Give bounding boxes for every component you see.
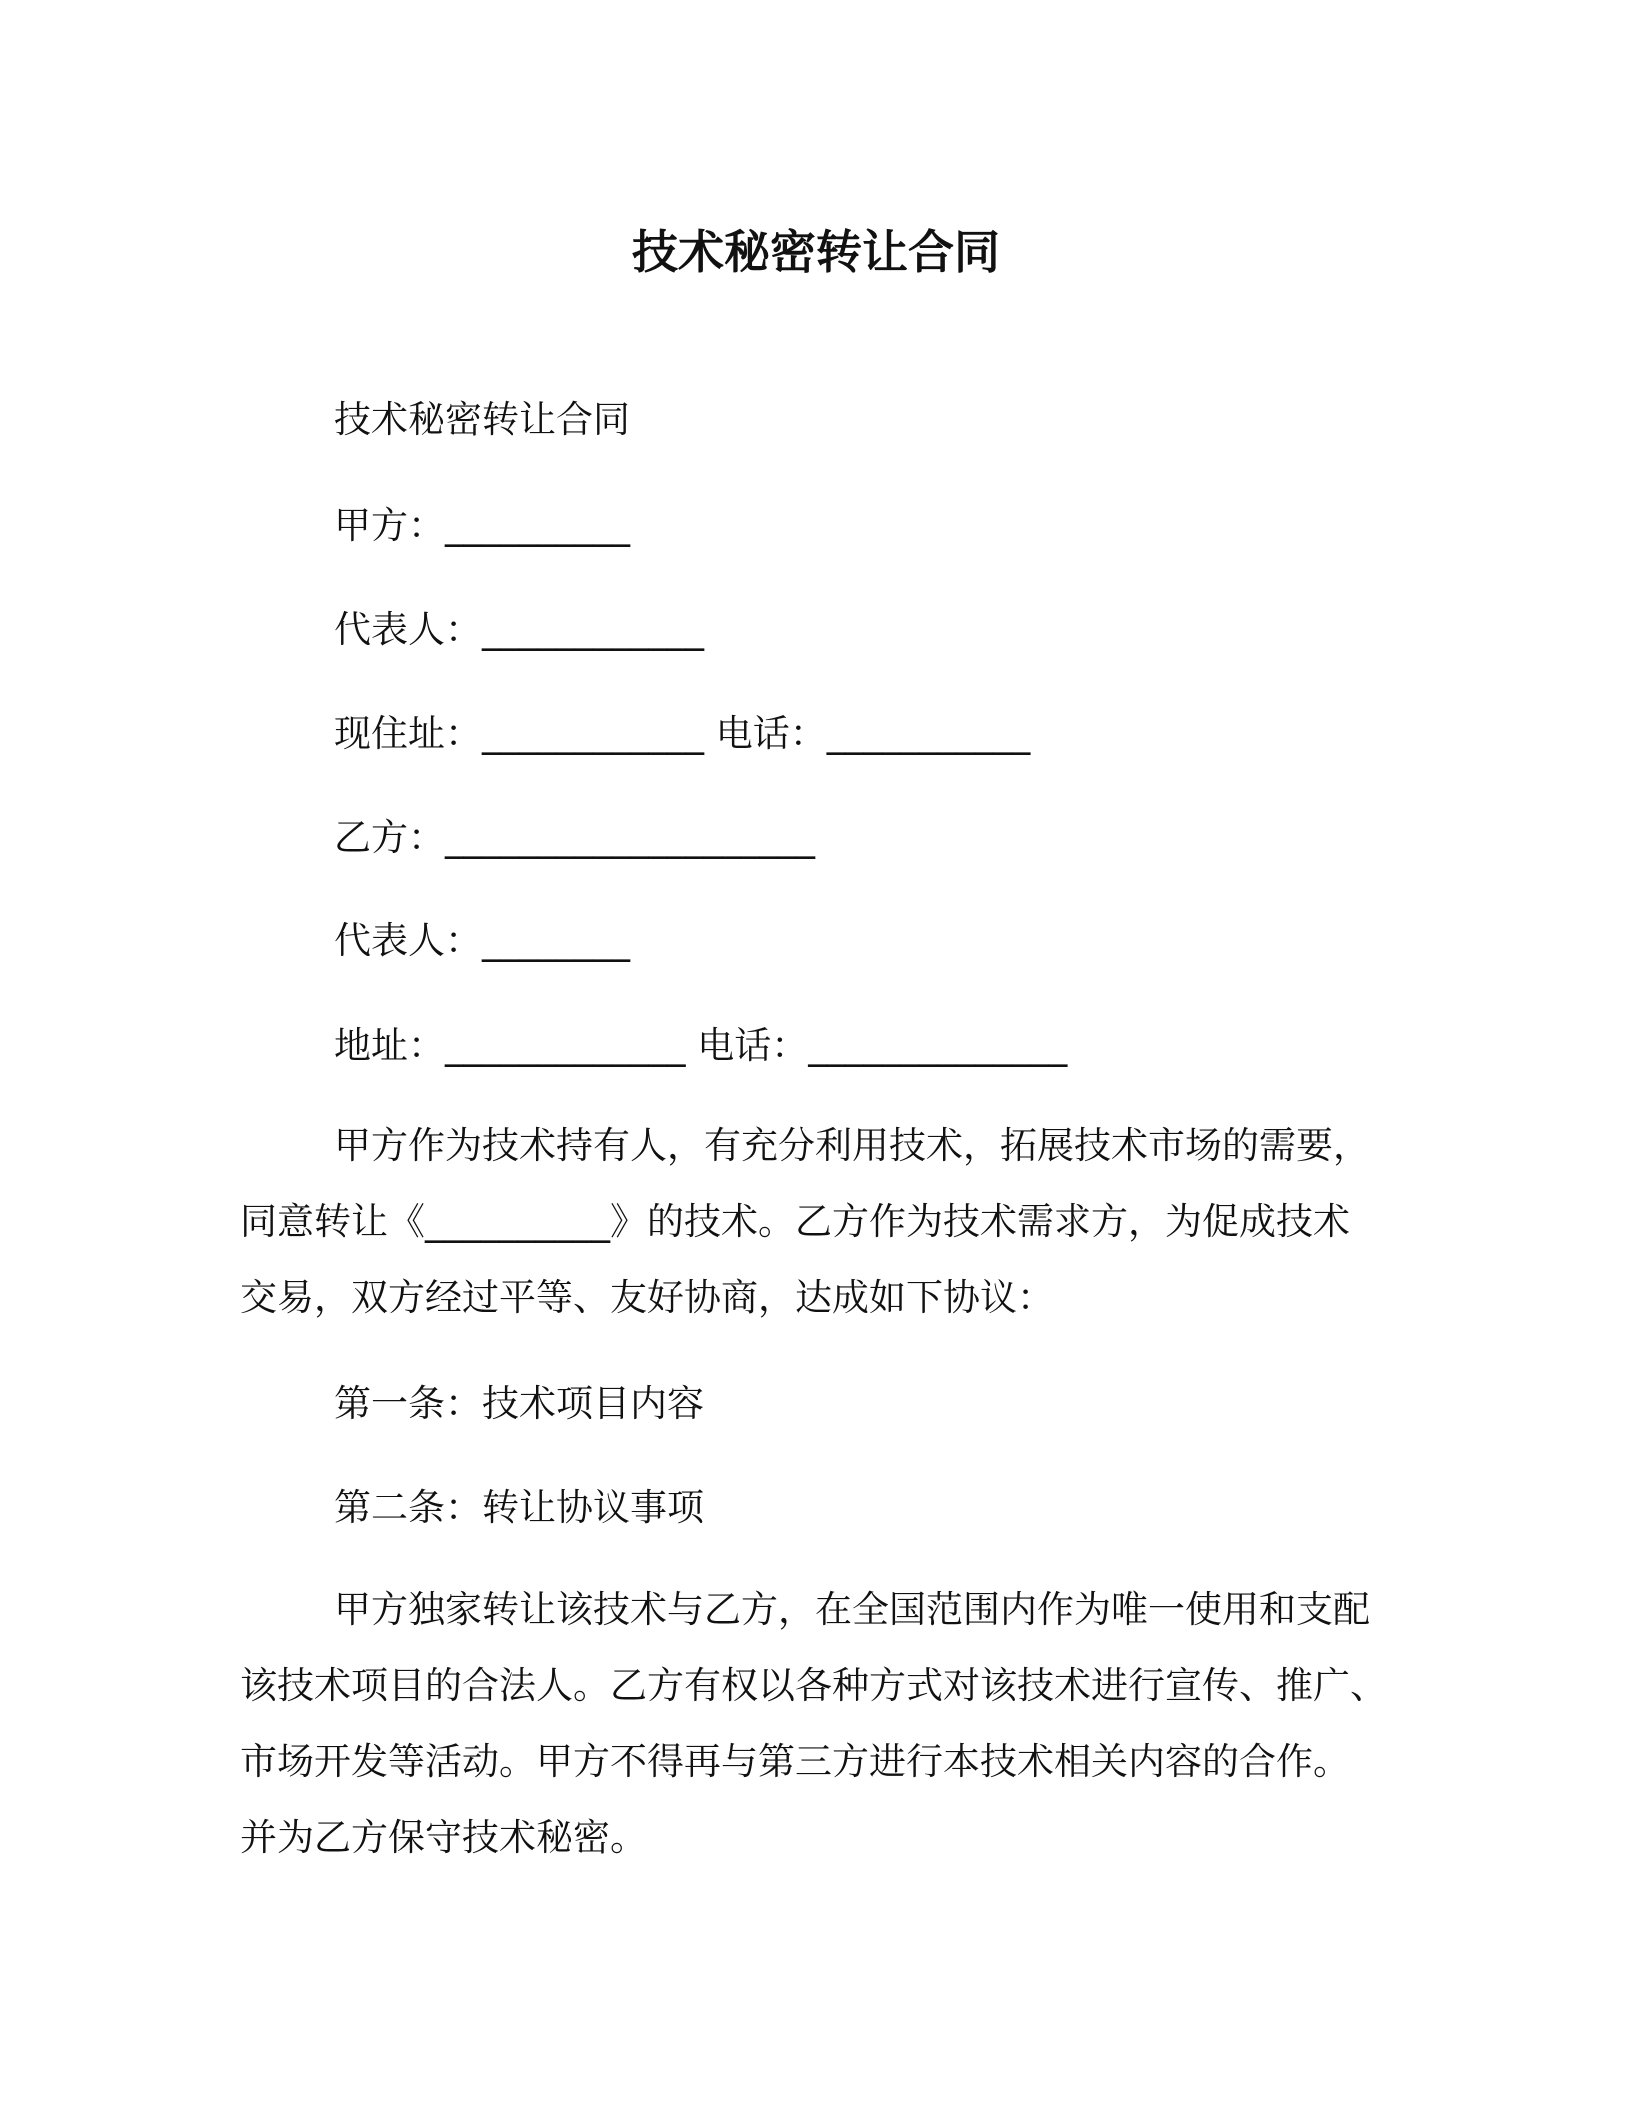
preamble-line: 甲方作为技术持有人，有充分利用技术，拓展技术市场的需要，	[334, 1124, 1370, 1167]
article-2-heading: 第二条：转让协议事项	[334, 1486, 704, 1529]
preamble-line: 交易，双方经过平等、友好协商，达成如下协议：	[240, 1276, 1054, 1319]
article-2-body-line: 该技术项目的合法人。乙方有权以各种方式对该技术进行宣传、推广、	[240, 1664, 1387, 1707]
party-b-address-phone-line: 地址：_____________ 电话：______________	[334, 1024, 1068, 1067]
party-b-line: 乙方：____________________	[334, 816, 815, 859]
preamble-line: 同意转让《__________》的技术。乙方作为技术需求方，为促成技术	[240, 1200, 1350, 1243]
party-b-representative-line: 代表人：________	[334, 919, 630, 962]
contract-subtitle: 技术秘密转让合同	[334, 398, 630, 441]
article-2-body-line: 并为乙方保守技术秘密。	[240, 1816, 647, 1859]
party-a-representative-line: 代表人：____________	[334, 608, 704, 651]
article-2-body-line: 市场开发等活动。甲方不得再与第三方进行本技术相关内容的合作。	[240, 1740, 1350, 1783]
party-a-address-phone-line: 现住址：____________ 电话：___________	[334, 712, 1031, 755]
article-2-body-line: 甲方独家转让该技术与乙方，在全国范围内作为唯一使用和支配	[334, 1588, 1370, 1631]
article-1-heading: 第一条：技术项目内容	[334, 1382, 704, 1425]
party-a-line: 甲方：__________	[334, 504, 630, 547]
document-title: 技术秘密转让合同	[632, 225, 1000, 279]
